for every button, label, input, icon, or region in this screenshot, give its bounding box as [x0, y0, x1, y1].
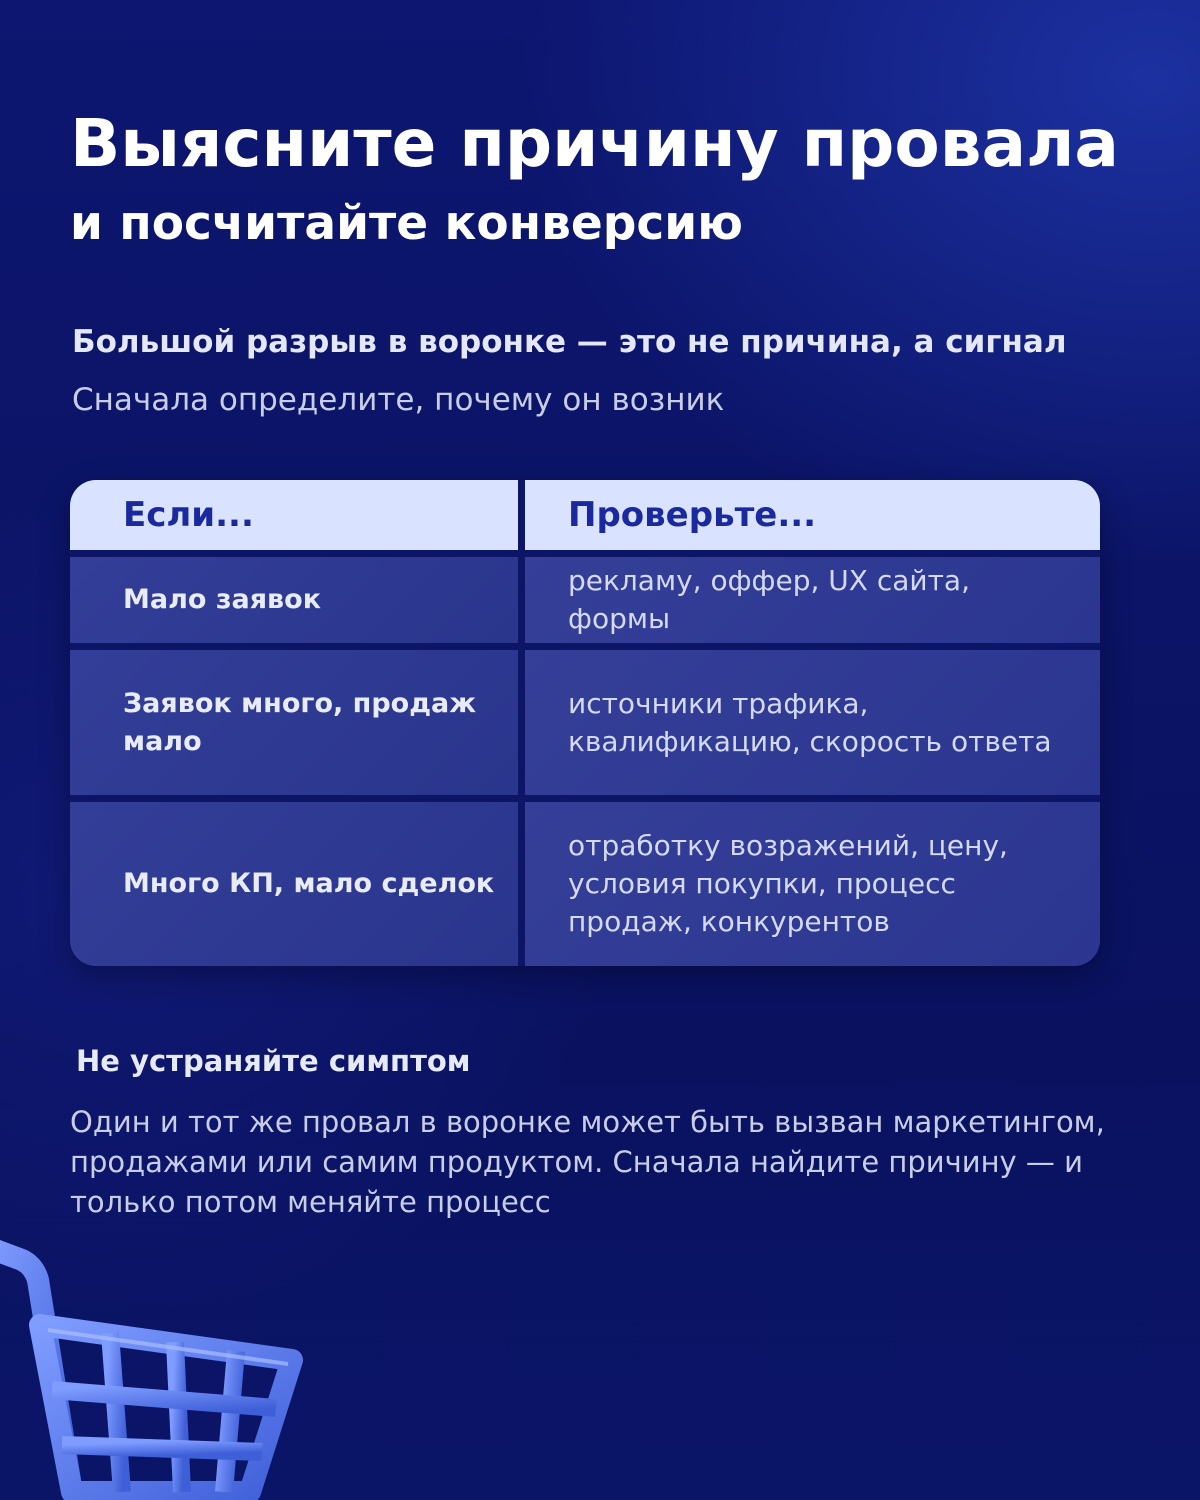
lead-statement: Большой разрыв в воронке — это не причина, а сигнал	[72, 324, 1067, 360]
table-cell-check: источники трафика, квалификацию, скорость ответа	[525, 650, 1100, 795]
table-cell-if: Много КП, мало сделок	[70, 802, 518, 966]
note-title: Не устраняйте симптом	[76, 1044, 471, 1078]
table-row	[70, 650, 1100, 795]
table-header-if: Если...	[70, 480, 518, 550]
table-header-check: Проверьте...	[525, 480, 1100, 550]
shopping-cart-icon	[0, 1230, 320, 1500]
page-title: Выясните причину провала	[70, 105, 1119, 182]
table-row	[70, 557, 1100, 643]
table-cell-if: Заявок много, продаж мало	[70, 650, 518, 795]
note-text: Один и тот же провал в воронке может быть вызван маркетингом, продажами или самим продуктом. Сначала найдите причину — и только потом меняйте процесс	[70, 1105, 1105, 1219]
table-cell-check: рекламу, оффер, UX сайта, формы	[525, 557, 1100, 643]
table-cell-if: Мало заявок	[70, 557, 518, 643]
table-header-row	[70, 480, 1100, 550]
page-subtitle: и посчитайте конверсию	[70, 196, 743, 251]
table-cell-check: отработку возражений, цену, условия покупки, процесс продаж, конкурентов	[525, 802, 1100, 966]
lead-hint: Сначала определите, почему он возник	[72, 382, 725, 418]
table-row	[70, 802, 1100, 966]
diagnosis-table	[70, 480, 1100, 966]
